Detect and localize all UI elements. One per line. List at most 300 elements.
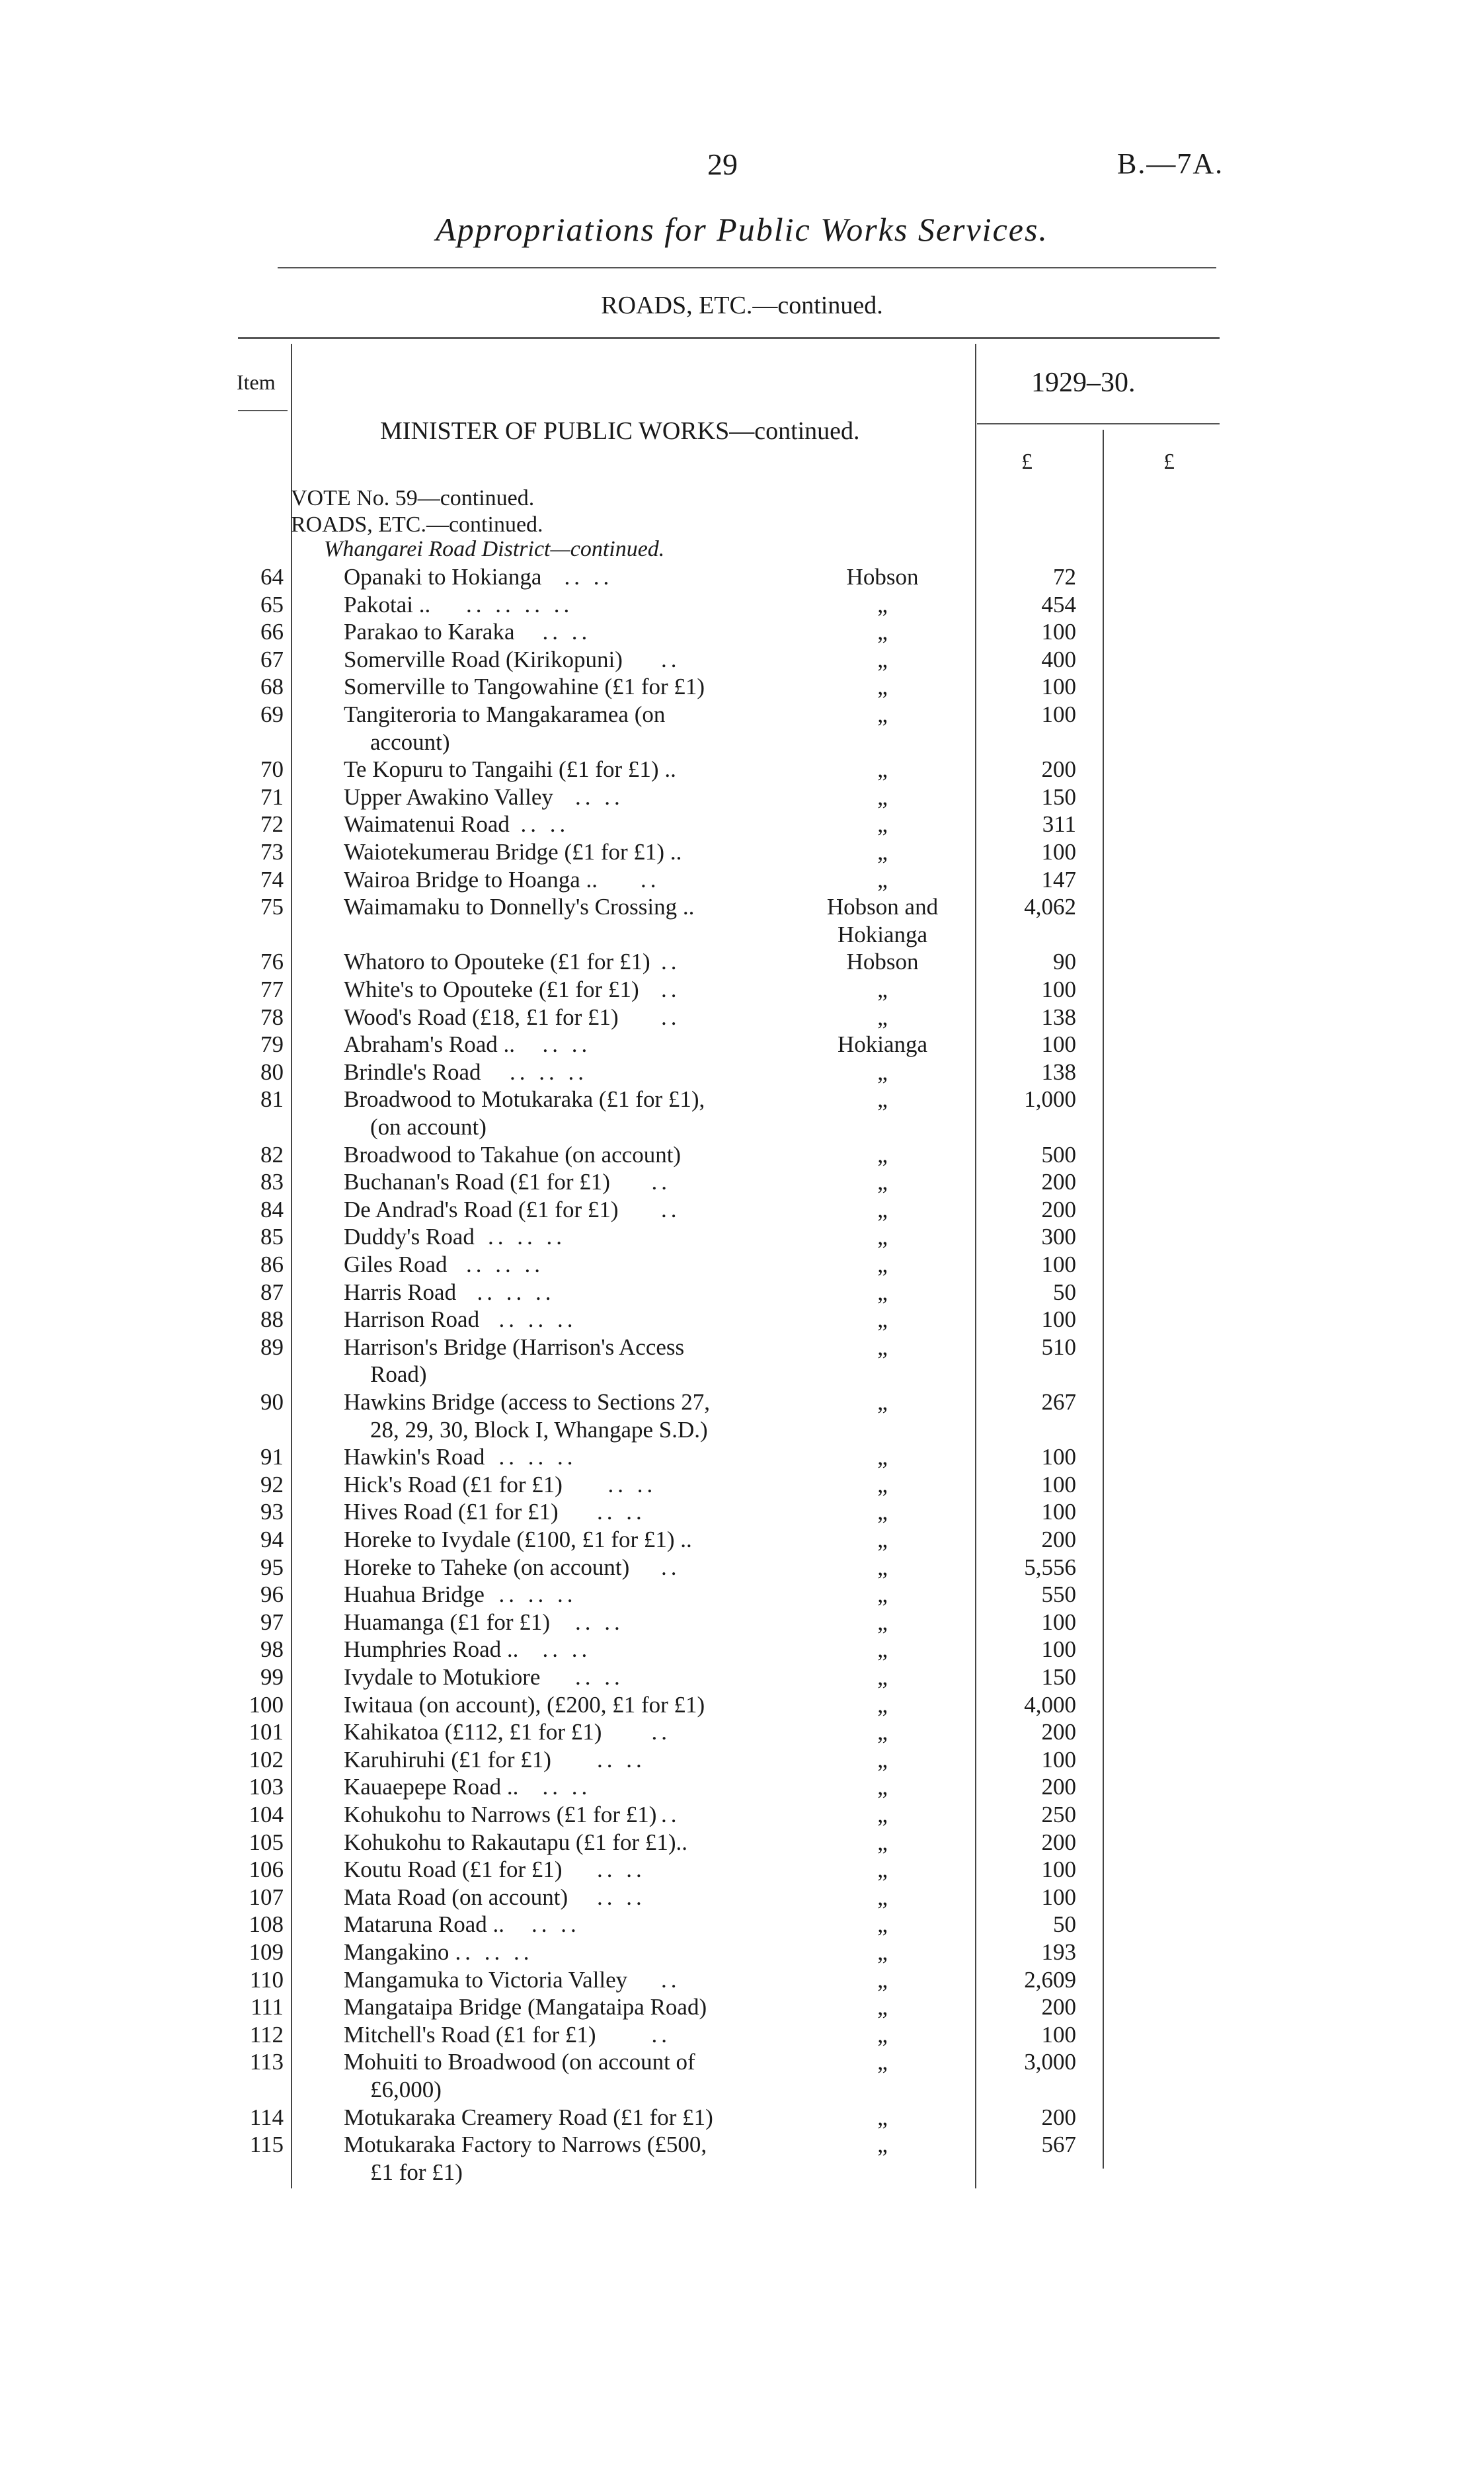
amount: 454 — [1041, 591, 1076, 618]
item-description: Harrison Road — [344, 1306, 480, 1333]
item-number: 111 — [251, 1994, 284, 2020]
table-row — [0, 646, 1484, 673]
page-title: Appropriations for Public Works Services. — [436, 211, 1048, 248]
item-description: Mangamuka to Victoria Valley — [344, 1966, 628, 1993]
table-row — [0, 1086, 1484, 1113]
amount: 200 — [1041, 1994, 1076, 2020]
item-description-continued: (on account) — [370, 1114, 487, 1140]
item-description-continued: account) — [370, 729, 450, 755]
electoral-district: „ — [877, 674, 888, 700]
electoral-district: „ — [877, 2049, 888, 2075]
amount: 100 — [1041, 1746, 1076, 1773]
item-number: 105 — [249, 1829, 284, 1855]
table-row — [0, 1004, 1484, 1031]
item-number: 66 — [260, 619, 284, 645]
item-description: Tangiteroria to Mangakaramea (on — [344, 701, 666, 727]
amount: 100 — [1041, 1857, 1076, 1883]
vote-heading: VOTE No. 59—continued. — [291, 486, 535, 510]
item-number: 87 — [260, 1279, 284, 1305]
amount: 4,062 — [1024, 894, 1076, 920]
item-number: 113 — [249, 2049, 284, 2075]
electoral-district: „ — [877, 646, 888, 672]
leader-dots: .. — [661, 977, 681, 1002]
item-description: Kohukohu to Narrows (£1 for £1) — [344, 1802, 657, 1827]
item-number: 100 — [249, 1691, 284, 1718]
leader-dots: .. — [661, 949, 681, 975]
amount: 90 — [1053, 949, 1076, 975]
item-description: Horeke to Ivydale (£100, £1 for £1) .. — [344, 1527, 692, 1552]
electoral-district: „ — [877, 1884, 888, 1910]
electoral-district: „ — [877, 1252, 888, 1277]
leader-dots: .. .. — [542, 1774, 592, 1800]
leader-dots: .. — [651, 1719, 671, 1745]
leader-dots: .. — [661, 1004, 681, 1030]
electoral-district: „ — [877, 1857, 888, 1883]
leader-dots: .. .. .. — [488, 1224, 566, 1250]
electoral-district: Hobson — [846, 949, 919, 975]
item-description: Mangataipa Bridge (Mangataipa Road) — [344, 1994, 707, 2020]
item-number: 76 — [260, 949, 284, 975]
electoral-district: „ — [877, 1169, 888, 1195]
table-row — [0, 1196, 1484, 1223]
amount: 72 — [1053, 564, 1076, 590]
amount: 193 — [1041, 1939, 1076, 1965]
leader-dots: .. — [661, 1554, 681, 1580]
table-row — [0, 1554, 1484, 1581]
item-description: Motukaraka Creamery Road (£1 for £1) — [344, 2104, 713, 2130]
leader-dots: .. .. .. — [498, 1306, 577, 1333]
leader-dots: .. .. — [542, 1031, 592, 1058]
amount: 100 — [1041, 1636, 1076, 1663]
item-number: 77 — [260, 977, 284, 1002]
table-row — [0, 1856, 1484, 1883]
table-row — [0, 591, 1484, 618]
item-description: Iwitaua (on account), (£200, £1 for £1) — [344, 1691, 705, 1718]
amount: 100 — [1041, 1306, 1076, 1333]
item-description: Kahikatoa (£112, £1 for £1) — [344, 1719, 602, 1745]
item-description: Broadwood to Takahue (on account) — [344, 1141, 682, 1168]
electoral-district: „ — [877, 1802, 888, 1827]
table-row — [0, 1306, 1484, 1333]
electoral-district: „ — [877, 977, 888, 1002]
amount: 100 — [1041, 1471, 1076, 1498]
amount: 500 — [1041, 1141, 1076, 1168]
amount: 50 — [1053, 1279, 1076, 1305]
item-description: Harrison's Bridge (Harrison's Access — [344, 1334, 685, 1360]
amount: 567 — [1041, 2132, 1076, 2158]
item-description: Kohukohu to Rakautapu (£1 for £1).. — [344, 1829, 688, 1855]
item-description: Parakao to Karaka — [344, 619, 515, 645]
table-row — [0, 2048, 1484, 2075]
item-number: 73 — [260, 839, 284, 865]
amount: 5,556 — [1024, 1554, 1076, 1580]
electoral-district: „ — [877, 1389, 888, 1415]
item-number: 82 — [260, 1141, 284, 1168]
table-row — [0, 1691, 1484, 1718]
item-number: 65 — [260, 591, 284, 618]
amount: 200 — [1041, 1169, 1076, 1195]
table-row — [0, 1884, 1484, 1911]
item-number: 102 — [249, 1746, 284, 1773]
table-row-continuation — [0, 2159, 1484, 2186]
item-description-continued: Road) — [370, 1361, 427, 1388]
item-number: 72 — [260, 811, 284, 838]
item-description: Pakotai .. — [344, 591, 431, 618]
table-row — [0, 1746, 1484, 1773]
item-description: Mataruna Road .. — [344, 1911, 504, 1938]
electoral-district: „ — [877, 1609, 888, 1635]
amount: 200 — [1041, 2104, 1076, 2130]
item-description: Hawkins Bridge (access to Sections 27, — [344, 1389, 711, 1415]
table-row-continuation — [0, 1416, 1484, 1443]
item-number: 69 — [260, 701, 284, 727]
item-description: Huamanga (£1 for £1) — [344, 1609, 550, 1635]
electoral-district: „ — [877, 1224, 888, 1250]
electoral-district: „ — [877, 1471, 888, 1498]
item-number: 68 — [260, 674, 284, 700]
document-reference: B.—7A. — [1117, 147, 1224, 180]
amount: 100 — [1041, 1031, 1076, 1058]
item-number: 110 — [249, 1966, 284, 1993]
item-description: White's to Opouteke (£1 for £1) — [344, 977, 639, 1002]
item-description: Buchanan's Road (£1 for £1) — [344, 1169, 610, 1195]
amount: 267 — [1041, 1389, 1076, 1415]
table-row — [0, 948, 1484, 975]
table-row — [0, 1141, 1484, 1168]
district-heading: Whangarei Road District—continued. — [324, 537, 665, 561]
electoral-district: „ — [877, 1691, 888, 1718]
amount: 100 — [1041, 619, 1076, 645]
leader-dots: .. .. — [607, 1471, 657, 1498]
item-description-continued: £1 for £1) — [370, 2159, 463, 2185]
leader-dots: .. .. — [575, 783, 624, 810]
table-row — [0, 1663, 1484, 1691]
item-number: 101 — [249, 1719, 284, 1745]
table-row — [0, 783, 1484, 811]
item-description: Hick's Road (£1 for £1) — [344, 1471, 563, 1498]
table-top-rule — [238, 337, 1220, 339]
electoral-district: „ — [877, 1334, 888, 1360]
electoral-district: „ — [877, 1664, 888, 1690]
electoral-district: „ — [877, 866, 888, 893]
leader-dots: .. .. — [531, 1911, 580, 1938]
item-description: Waiotekumerau Bridge (£1 for £1) .. — [344, 839, 682, 865]
amount: 200 — [1041, 1527, 1076, 1552]
table-row — [0, 1058, 1484, 1086]
table-row — [0, 618, 1484, 645]
item-description: Koutu Road (£1 for £1) — [344, 1857, 563, 1883]
item-description: Upper Awakino Valley — [344, 783, 553, 810]
table-row — [0, 563, 1484, 590]
item-description: Te Kopuru to Tangaihi (£1 for £1) .. — [344, 756, 676, 783]
leader-dots: .. .. — [597, 1857, 646, 1883]
item-number: 112 — [249, 2021, 284, 2048]
leader-dots: .. — [661, 1196, 681, 1222]
table-row — [0, 1966, 1484, 1993]
electoral-district: „ — [877, 2021, 888, 2048]
leader-dots: .. .. — [520, 811, 570, 838]
table-row — [0, 2131, 1484, 2158]
table-row — [0, 1938, 1484, 1966]
item-number: 95 — [260, 1554, 284, 1580]
year-column-header: 1929–30. — [1031, 368, 1136, 398]
item-number: 70 — [260, 756, 284, 783]
item-number: 114 — [249, 2104, 284, 2130]
leader-dots: .. — [651, 2021, 671, 2048]
table-row — [0, 701, 1484, 728]
item-description: Wairoa Bridge to Hoanga .. — [344, 866, 598, 893]
electoral-district: „ — [877, 1004, 888, 1030]
item-description: De Andrad's Road (£1 for £1) — [344, 1196, 619, 1222]
amount: 200 — [1041, 1829, 1076, 1855]
item-number: 97 — [260, 1609, 284, 1635]
leader-dots: .. .. .. — [498, 1581, 577, 1608]
electoral-district: „ — [877, 1499, 888, 1525]
item-number: 90 — [260, 1389, 284, 1415]
table-row — [0, 2104, 1484, 2131]
table-row — [0, 673, 1484, 700]
item-description: Motukaraka Factory to Narrows (£500, — [344, 2132, 707, 2158]
item-number: 92 — [260, 1471, 284, 1498]
table-row — [0, 866, 1484, 893]
item-number: 80 — [260, 1058, 284, 1085]
leader-dots: .. .. — [575, 1609, 624, 1635]
item-column-header: Item — [237, 370, 276, 394]
amount: 50 — [1053, 1911, 1076, 1938]
item-number: 107 — [249, 1884, 284, 1910]
year-header-rule — [977, 423, 1220, 424]
table-row — [0, 1031, 1484, 1058]
title-rule — [278, 267, 1216, 268]
item-number: 103 — [249, 1774, 284, 1800]
pound-header-left: £ — [1021, 450, 1033, 474]
amount: 100 — [1041, 2021, 1076, 2048]
table-row — [0, 1636, 1484, 1663]
amount: 200 — [1041, 1196, 1076, 1222]
item-description: Waimatenui Road — [344, 811, 510, 838]
item-number: 83 — [260, 1169, 284, 1195]
amount: 100 — [1041, 1444, 1076, 1470]
table-row — [0, 1443, 1484, 1470]
leader-dots: .. — [661, 646, 681, 672]
table-row — [0, 1718, 1484, 1745]
item-description: Opanaki to Hokianga — [344, 564, 542, 590]
leader-dots: .. — [641, 866, 660, 893]
amount: 510 — [1041, 1334, 1076, 1360]
table-row — [0, 976, 1484, 1003]
electoral-district: „ — [877, 2132, 888, 2158]
table-row — [0, 1993, 1484, 2020]
table-row — [0, 2021, 1484, 2048]
roads-heading: ROADS, ETC.—continued. — [291, 512, 543, 537]
item-description: Duddy's Road — [344, 1224, 475, 1250]
amount: 550 — [1041, 1581, 1076, 1608]
item-description: Whatoro to Opouteke (£1 for £1) — [344, 949, 650, 975]
electoral-district: „ — [877, 1994, 888, 2020]
item-description: Wood's Road (£18, £1 for £1) — [344, 1004, 619, 1030]
item-number: 74 — [260, 866, 284, 893]
item-number: 99 — [260, 1664, 284, 1690]
electoral-district: „ — [877, 701, 888, 727]
item-number: 71 — [260, 783, 284, 810]
table-row — [0, 756, 1484, 783]
amount: 147 — [1041, 866, 1076, 893]
electoral-district: „ — [877, 1636, 888, 1663]
electoral-district: „ — [877, 783, 888, 810]
item-number: 78 — [260, 1004, 284, 1030]
electoral-district: „ — [877, 1554, 888, 1580]
item-number: 91 — [260, 1444, 284, 1470]
table-row — [0, 893, 1484, 920]
amount: 100 — [1041, 1609, 1076, 1635]
electoral-district: „ — [877, 619, 888, 645]
amount: 100 — [1041, 1252, 1076, 1277]
leader-dots: .. .. .. — [477, 1279, 555, 1305]
item-description: Kauaepepe Road .. — [344, 1774, 519, 1800]
electoral-district: „ — [877, 1774, 888, 1800]
electoral-district: „ — [877, 2104, 888, 2130]
table-row — [0, 1168, 1484, 1195]
amount: 3,000 — [1024, 2049, 1076, 2075]
table-row — [0, 1801, 1484, 1828]
item-description: Harris Road — [344, 1279, 457, 1305]
table-row — [0, 1471, 1484, 1498]
table-row — [0, 1911, 1484, 1938]
leader-dots: .. .. — [597, 1884, 646, 1910]
table-row-continuation — [0, 1113, 1484, 1140]
item-number: 115 — [249, 2132, 284, 2158]
item-description: Humphries Road .. — [344, 1636, 519, 1663]
item-description: Waimamaku to Donnelly's Crossing .. — [344, 894, 695, 920]
leader-dots: .. .. — [597, 1499, 646, 1525]
amount: 200 — [1041, 756, 1076, 783]
table-row — [0, 1388, 1484, 1416]
amount: 100 — [1041, 1499, 1076, 1525]
amount: 150 — [1041, 1664, 1076, 1690]
item-description: Hives Road (£1 for £1) — [344, 1499, 559, 1525]
electoral-district: „ — [877, 811, 888, 838]
item-description: Horeke to Taheke (on account) — [344, 1554, 630, 1580]
item-description: Karuhiruhi (£1 for £1) — [344, 1746, 551, 1773]
pound-header-right: £ — [1163, 450, 1175, 474]
amount: 200 — [1041, 1774, 1076, 1800]
leader-dots: .. .. .. — [510, 1058, 588, 1085]
electoral-district: Hobson — [846, 564, 919, 590]
leader-dots: .. .. .. — [498, 1444, 577, 1470]
leader-dots: .. .. — [575, 1664, 624, 1690]
electoral-district: „ — [877, 1279, 888, 1305]
leader-dots: .. .. .. — [466, 1252, 544, 1277]
table-row — [0, 1581, 1484, 1608]
leader-dots: .. — [651, 1169, 671, 1195]
item-description: Giles Road — [344, 1252, 448, 1277]
amount: 100 — [1041, 839, 1076, 865]
item-number: 79 — [260, 1031, 284, 1058]
amount: 138 — [1041, 1004, 1076, 1030]
electoral-district: „ — [877, 1196, 888, 1222]
leader-dots: .. .. .. — [455, 1939, 533, 1965]
leader-dots: .. .. — [542, 1636, 592, 1663]
amount: 4,000 — [1024, 1691, 1076, 1718]
table-row-continuation — [0, 2076, 1484, 2103]
amount: 250 — [1041, 1802, 1076, 1827]
electoral-district: „ — [877, 1306, 888, 1333]
electoral-district: „ — [877, 1911, 888, 1938]
item-number: 89 — [260, 1334, 284, 1360]
table-row — [0, 1251, 1484, 1278]
item-number: 64 — [260, 564, 284, 590]
item-number: 98 — [260, 1636, 284, 1663]
item-description: Ivydale to Motukiore — [344, 1664, 541, 1690]
item-description: Brindle's Road — [344, 1058, 481, 1085]
item-description-continued: 28, 29, 30, Block I, Whangape S.D.) — [370, 1416, 708, 1443]
electoral-district: Hobson and — [826, 894, 939, 920]
item-number: 75 — [260, 894, 284, 920]
leader-dots: .. .. — [564, 564, 613, 590]
table-row — [0, 838, 1484, 865]
item-number: 104 — [249, 1802, 284, 1827]
amount: 1,000 — [1024, 1086, 1076, 1113]
table-row-continuation — [0, 921, 1484, 948]
leader-dots: .. — [661, 1802, 681, 1827]
electoral-district: „ — [877, 1527, 888, 1552]
item-description: Huahua Bridge — [344, 1581, 485, 1608]
item-description: Abraham's Road .. — [344, 1031, 516, 1058]
minister-heading: MINISTER OF PUBLIC WORKS—continued. — [380, 417, 860, 445]
electoral-district: „ — [877, 1581, 888, 1608]
amount: 100 — [1041, 674, 1076, 700]
item-number: 96 — [260, 1581, 284, 1608]
amount: 100 — [1041, 701, 1076, 727]
item-number: 106 — [249, 1857, 284, 1883]
item-description: Somerville to Tangowahine (£1 for £1) — [344, 674, 705, 700]
item-description: Mohuiti to Broadwood (on account of — [344, 2049, 695, 2075]
item-description: Somerville Road (Kirikopuni) — [344, 646, 623, 672]
amount: 150 — [1041, 783, 1076, 810]
table-row — [0, 811, 1484, 838]
table-row — [0, 1223, 1484, 1250]
item-number: 88 — [260, 1306, 284, 1333]
electoral-district: „ — [877, 1939, 888, 1965]
amount: 138 — [1041, 1058, 1076, 1085]
table-row-continuation — [0, 729, 1484, 756]
item-number: 86 — [260, 1252, 284, 1277]
item-header-rule — [238, 410, 288, 411]
leader-dots: .. .. — [597, 1746, 646, 1773]
leader-dots: .. .. .. .. — [466, 591, 574, 618]
item-description: Mitchell's Road (£1 for £1) — [344, 2021, 596, 2048]
electoral-district: „ — [877, 1058, 888, 1085]
item-number: 109 — [249, 1939, 284, 1965]
electoral-district-continued: Hokianga — [837, 921, 928, 947]
table-row — [0, 1279, 1484, 1306]
electoral-district: „ — [877, 756, 888, 783]
amount: 100 — [1041, 977, 1076, 1002]
item-number: 81 — [260, 1086, 284, 1113]
amount: 300 — [1041, 1224, 1076, 1250]
amount: 200 — [1041, 1719, 1076, 1745]
amount: 400 — [1041, 646, 1076, 672]
item-number: 93 — [260, 1499, 284, 1525]
table-row — [0, 1526, 1484, 1553]
electoral-district: Hokianga — [837, 1031, 928, 1058]
leader-dots: .. — [661, 1966, 681, 1993]
electoral-district: „ — [877, 839, 888, 865]
electoral-district: „ — [877, 1141, 888, 1168]
table-row — [0, 1829, 1484, 1856]
item-number: 85 — [260, 1224, 284, 1250]
table-row-continuation — [0, 1361, 1484, 1388]
